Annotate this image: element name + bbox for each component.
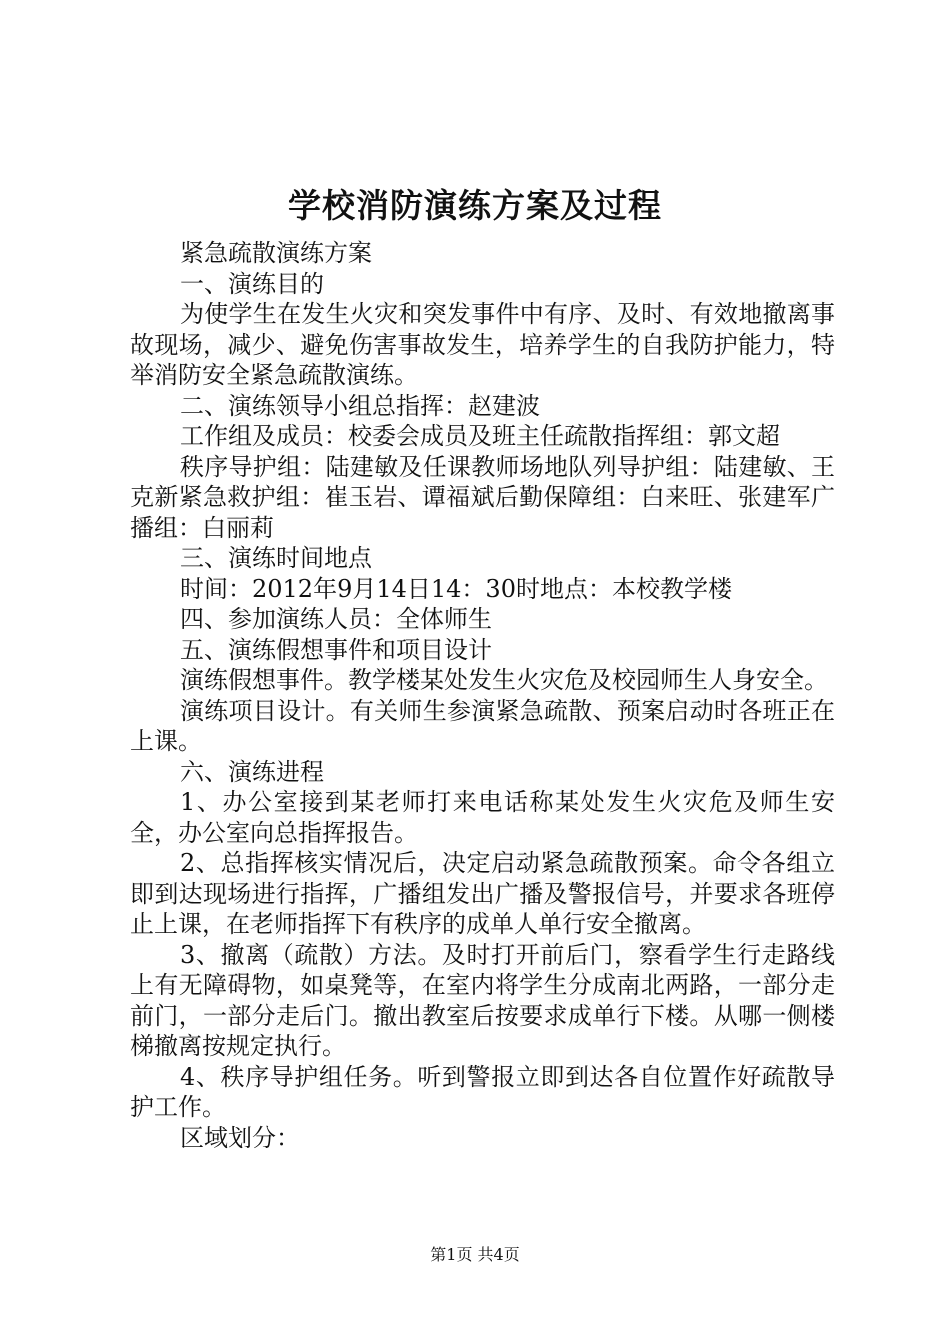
document-body	[130, 238, 835, 1153]
paragraph-section-2: 二、演练领导小组总指挥：赵建波	[180, 391, 540, 420]
paragraph-subtitle: 紧急疏散演练方案	[180, 239, 372, 267]
paragraph-section-1: 一、演练目的	[180, 269, 324, 298]
page-footer: 第1页 共4页	[430, 1245, 520, 1264]
paragraph-step-3: 3、撤离（疏散）方法。及时打开前后门，察看学生行走路线上有无障碍物，如桌凳等，在室内将学生分成南北两路，一部分走前门，一部分走后门。撤出教室后按要求成单行下楼。从哪一侧楼梯撤离按规定执行。	[130, 940, 835, 1060]
paragraph-step-4: 4、秩序导护组任务。听到警报立即到达各自位置作好疏散导护工作。	[130, 1062, 835, 1121]
paragraph-groups: 秩序导护组：陆建敏及任课教师场地队列导护组：陆建敏、王克新紧急救护组：崔玉岩、谭福斌后勤保障组：白来旺、张建军广播组：白丽莉	[130, 452, 835, 542]
paragraph-work-group: 工作组及成员：校委会成员及班主任疏散指挥组：郭文超	[180, 422, 780, 450]
document-title: 学校消防演练方案及过程	[288, 186, 662, 225]
paragraph-purpose: 为使学生在发生火灾和突发事件中有序、及时、有效地撤离事故现场，减少、避免伤害事故发生，培养学生的自我防护能力，特举消防安全紧急疏散演练。	[130, 300, 835, 389]
paragraph-time-place: 时间：2012年9月14日14：30时地点：本校教学楼	[180, 574, 732, 603]
paragraph-step-1: 1、办公室接到某老师打来电话称某处发生火灾危及师生安全，办公室向总指挥报告。	[130, 788, 835, 847]
paragraph-scenario: 演练假想事件。教学楼某处发生火灾危及校园师生人身安全。	[180, 666, 828, 694]
paragraph-project-design: 演练项目设计。有关师生参演紧急疏散、预案启动时各班正在上课。	[130, 696, 835, 755]
paragraph-area-division: 区域划分：	[180, 1123, 300, 1152]
paragraph-step-2: 2、总指挥核实情况后，决定启动紧急疏散预案。命令各组立即到达现场进行指挥，广播组发出广播及警报信号，并要求各班停止上课，在老师指挥下有秩序的成单人单行安全撤离。	[130, 849, 835, 938]
paragraph-section-3: 三、演练时间地点	[180, 544, 372, 572]
paragraph-section-6: 六、演练进程	[180, 757, 324, 786]
paragraph-section-4: 四、参加演练人员：全体师生	[180, 605, 492, 633]
paragraph-section-5: 五、演练假想事件和项目设计	[180, 635, 492, 664]
